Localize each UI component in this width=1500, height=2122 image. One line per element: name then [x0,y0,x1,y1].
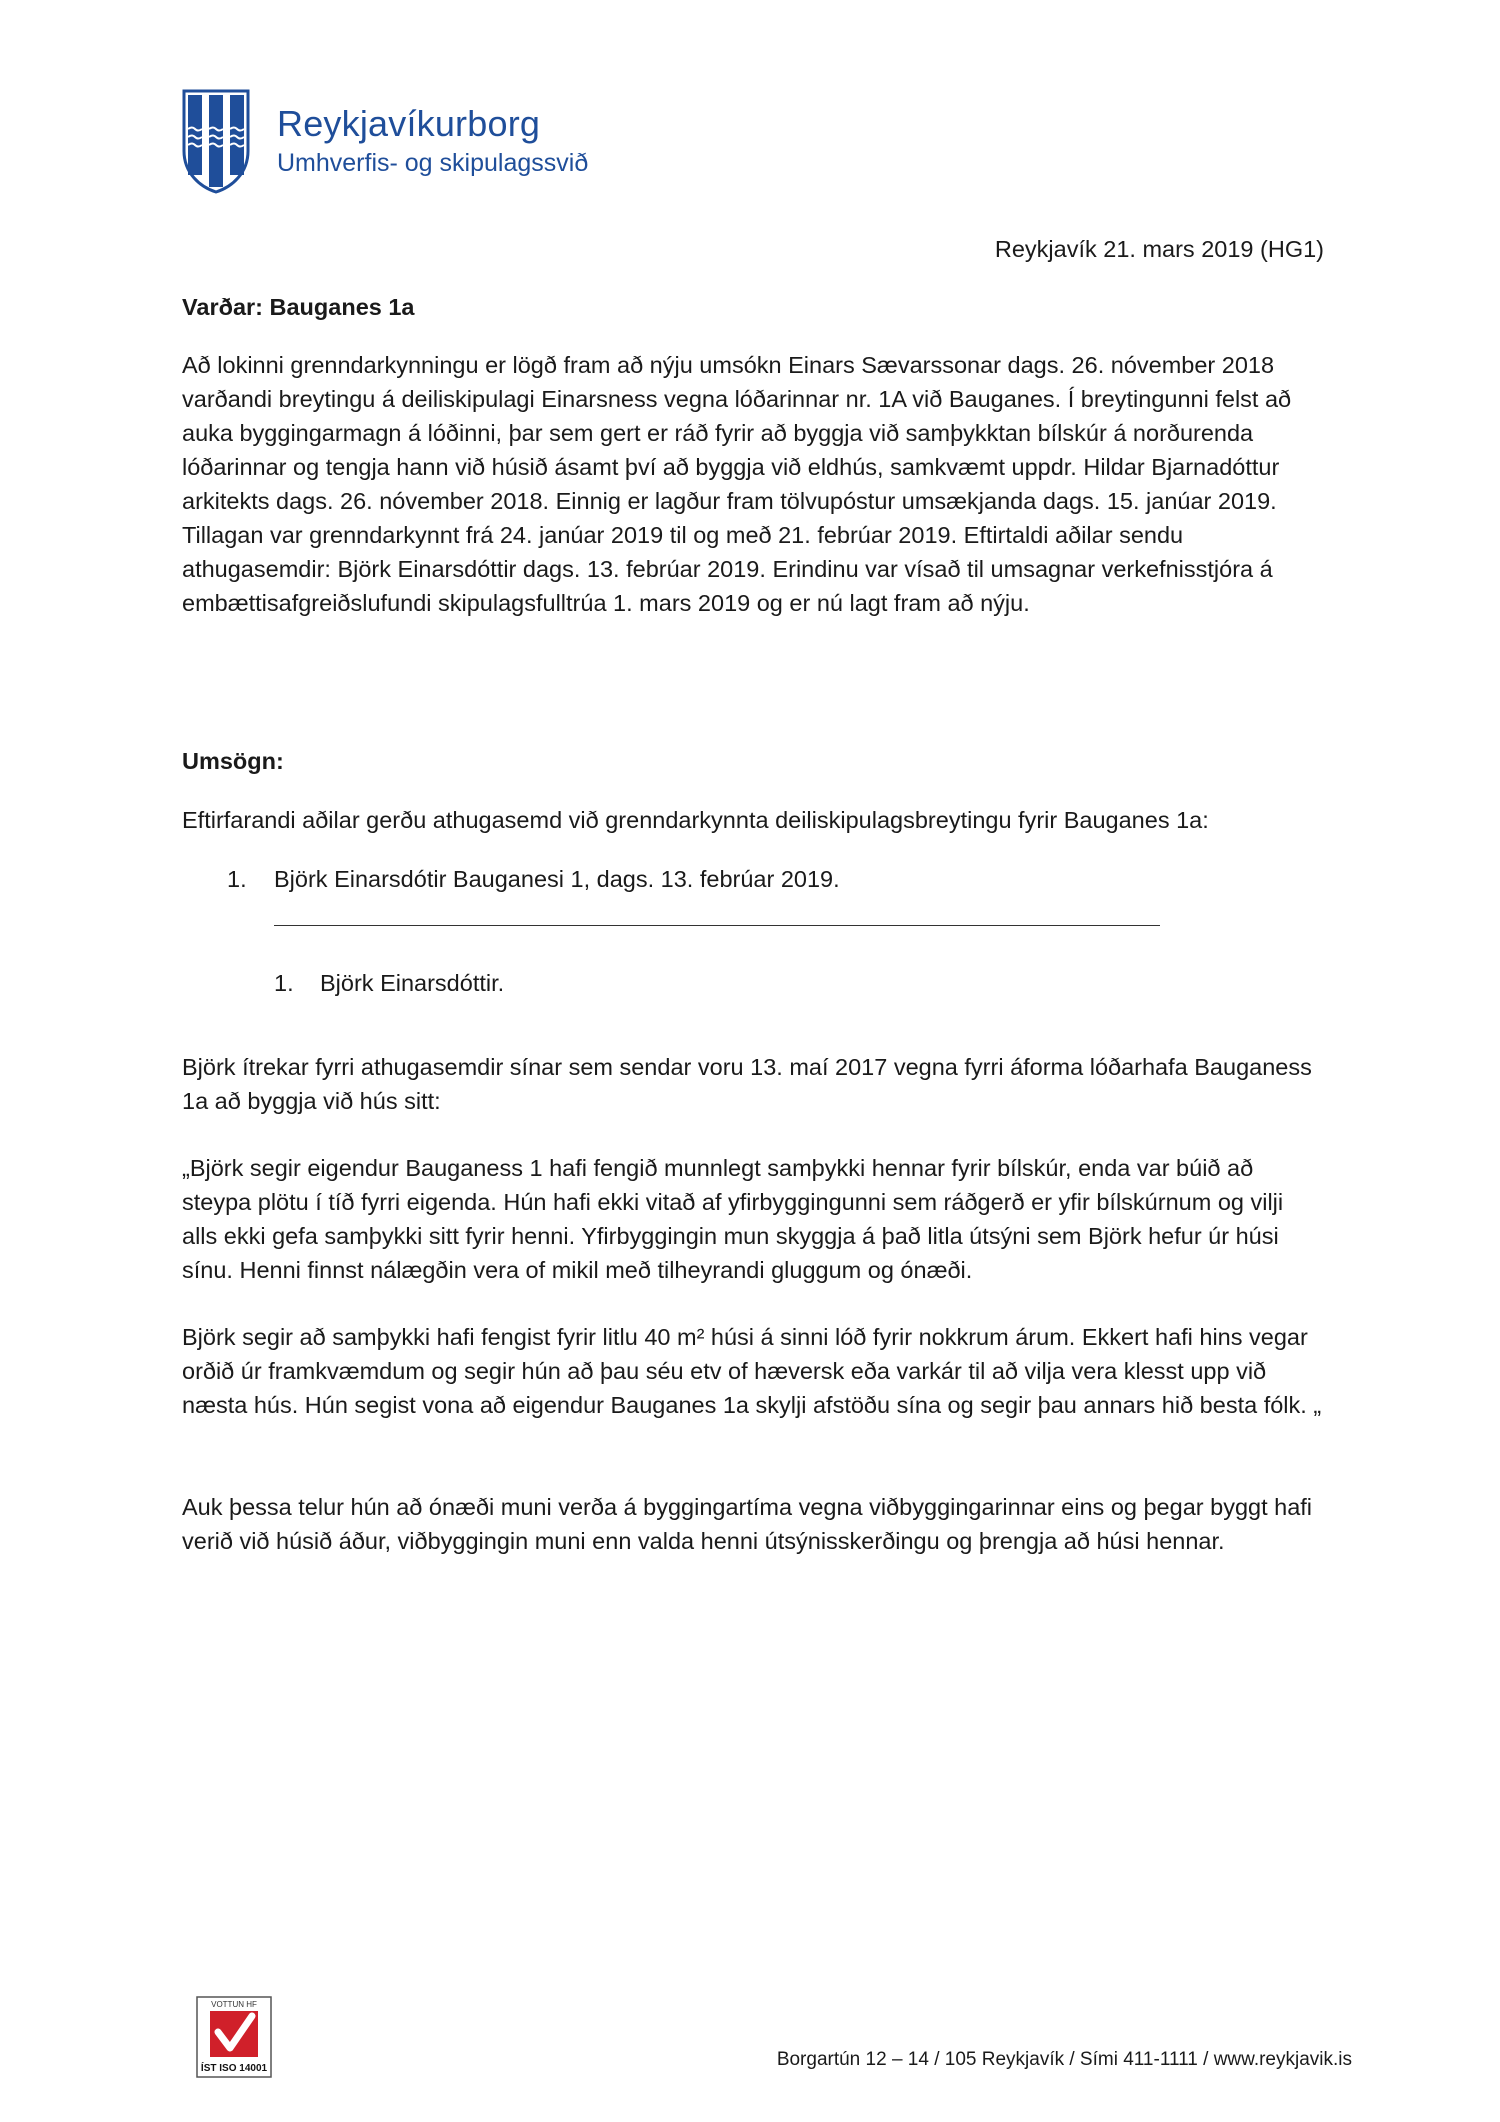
intro-paragraph [182,348,1322,620]
paragraph-text: Björk ítrekar fyrri athugasemdir sínar sem sendar voru 13. maí 2017 vegna fyrri áforma lóðarhafa Bauganess 1a að byggja við hús sitt: [182,1054,1312,1114]
list-item-number: 1. [227,866,247,892]
quote-text-1: „Björk segir eigendur Bauganess 1 hafi fengið munnlegt samþykki hennar fyrir bílskúr, enda var búið að steypa plötu í tíð fyrri eigenda. Hún hafi ekki vitað af yfirbyggingunni sem ráðgerð er yfir bílskúrnum og vilji alls ekki gefa samþykki sitt fyrir henni. Yfirbyggingin mun skyggja á það litla útsýni sem Björk hefur úr húsi sínu. Henni finnst nálægðin vera of mikil með tilheyrandi gluggum og ónæði. [182,1155,1284,1283]
sublist-item-number: 1. [274,970,294,996]
section-heading: Umsögn: [182,748,284,774]
paragraph-reiterates [182,1050,1322,1118]
cert-top-label: VOTTUN HF [211,2000,257,2009]
sublist-item-text: Björk Einarsdóttir. [320,970,505,996]
organization-name: Reykjavíkurborg [277,103,541,144]
iso-certification-badge [196,1996,272,2078]
quote-text-2: Björk segir að samþykki hafi fengist fyrir litlu 40 m² húsi á sinni lóð fyrir nokkrum árum. Ekkert hafi hins vegar orðið úr framkvæmdum og segir hún að þau séu etv of hæversk eða varkár til að vilja vera klesst upp við næsta hús. Hún segist vona að eigendur Bauganes 1a skylji afstöðu sína og segir þau annars hið besta fólk. „ [182,1324,1322,1418]
paragraph-disturbance [182,1490,1322,1558]
divider-line [274,925,1160,926]
quote-paragraph-2 [182,1320,1322,1422]
paragraph-text: Auk þessa telur hún að ónæði muni verða á byggingartíma vegna viðbyggingarinnar eins og þegar byggt hafi verið við húsið áður, viðbyggingin muni enn valda henni útsýnisskerðingu og þrengja að húsi hennar. [182,1494,1313,1554]
subject-heading: Varðar: Bauganes 1a [182,294,415,320]
organization-logo [182,89,612,194]
intro-text: Að lokinni grenndarkynningu er lögð fram að nýju umsókn Einars Sævarssonar dags. 26. nóvember 2018 varðandi breytingu á deiliskipulagi Einarsness vegna lóðarinnar nr. 1A við Bauganes. Í breytingunni felst að auka byggingarmagn á lóðinni, þar sem gert er ráð fyrir að byggja við samþykktan bílskúr á norðurenda lóðarinnar og tengja hann við húsið ásamt því að byggja við eldhús, samkvæmt uppdr. Hildar Bjarnadóttur arkitekts dags. 26. nóvember 2018. Einnig er lagður fram tölvupóstur umsækjanda dags. 15. janúar 2019. Tillagan var grenndarkynnt frá 24. janúar 2019 til og með 21. febrúar 2019. Eftirtaldi aðilar sendu athugasemdir: Björk Einarsdóttir dags. 13. febrúar 2019. Erindinu var vísað til umsagnar verkefnisstjóra á embættisafgreiðslufundi skipulagsfulltrúa 1. mars 2019 og er nú lagt fram að nýju. [182,352,1292,616]
date-reference: Reykjavík 21. mars 2019 (HG1) [994,236,1324,262]
quote-paragraph-1 [182,1151,1322,1287]
cert-bottom-label: ÍST ISO 14001 [200,2063,268,2074]
list-intro: Eftirfarandi aðilar gerðu athugasemd við grenndarkynnta deiliskipulagsbreytingu fyrir Bauganes 1a: [182,807,1209,833]
department-name: Umhverfis- og skipulagssvið [277,149,589,177]
reykjavik-shield-icon [182,89,250,194]
list-item-text: Björk Einarsdótir Bauganesi 1, dags. 13. febrúar 2019. [274,866,840,892]
footer-address: Borgartún 12 – 14 / 105 Reykjavík / Sími 411-1111 / www.reykjavik.is [776,2049,1352,2070]
